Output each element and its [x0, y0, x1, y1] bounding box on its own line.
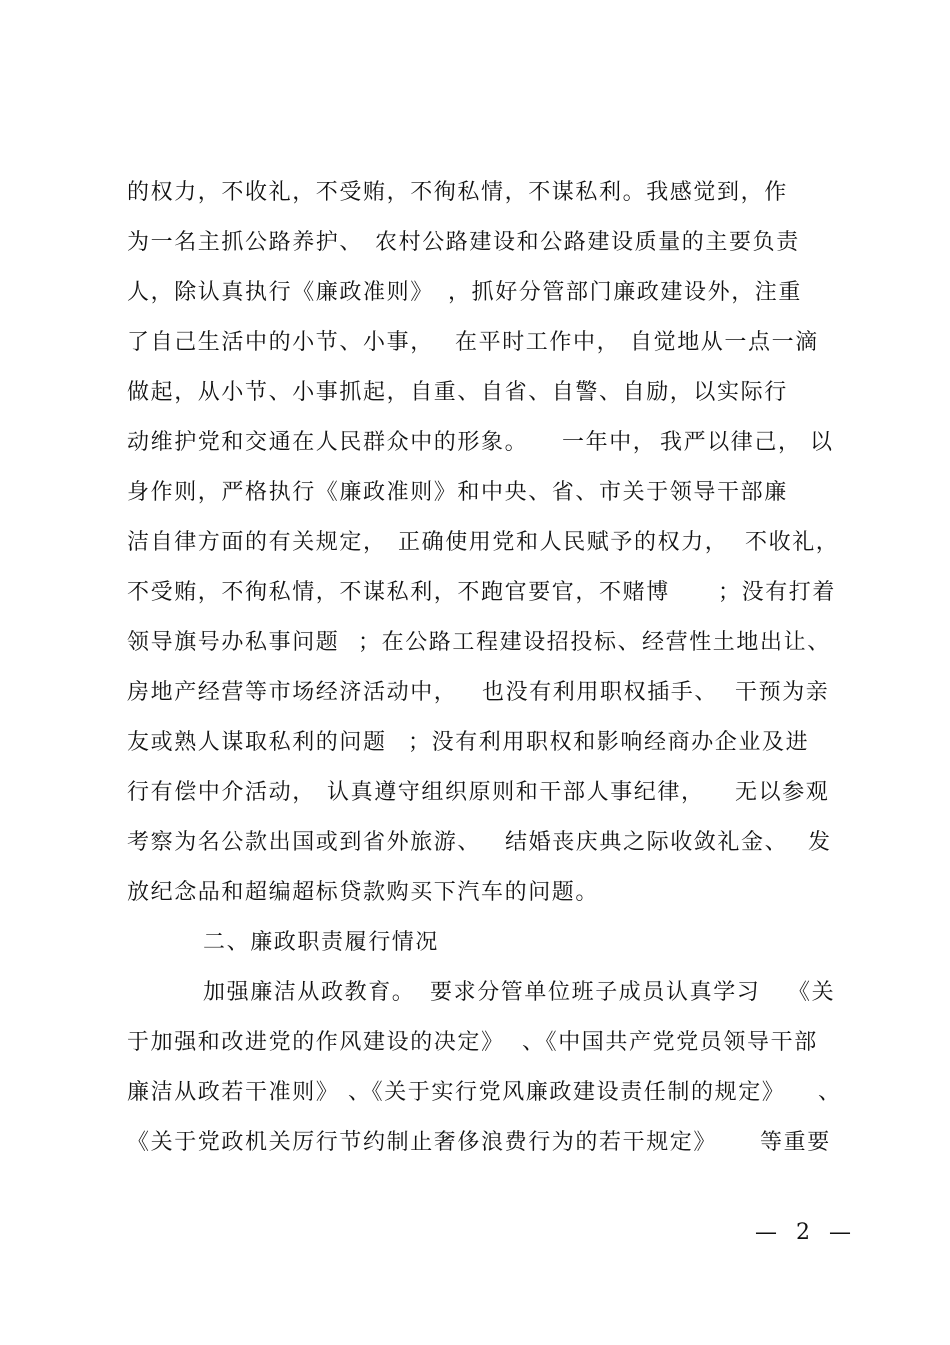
text-segment: 经营性土地出让、: [642, 630, 831, 655]
text-line: [0, 578, 950, 608]
text-line: [0, 978, 950, 1008]
text-segment: ，抓好分管部门廉政建设外，注重: [448, 280, 803, 305]
text-segment: 动维护党和交通在人民群众中的形象。: [127, 430, 529, 455]
text-segment: 行有偿中介活动，: [127, 780, 316, 805]
text-line: [0, 228, 950, 258]
text-segment: 认真遵守组织原则和干部人事纪律，: [327, 780, 705, 805]
text-segment: 干预为亲: [735, 680, 830, 705]
text-segment: 放纪念品和超编超标贷款购买下汽车的问题。: [127, 880, 600, 905]
text-segment: 友或熟人谋取私利的问题: [127, 730, 387, 755]
text-segment: 的权力，不收礼，不受贿，不徇私情，不谋私利。我感觉到，作: [127, 180, 788, 205]
text-segment: ；没有利用职权和影响经商办企业及进: [408, 730, 810, 755]
text-segment: 了自己生活中的小节、小事，: [127, 330, 434, 355]
text-segment: 以: [810, 430, 834, 455]
text-line: [0, 1128, 950, 1158]
text-segment: 做起，从小节、小事抓起，自重、自省、自警、自励，以实际行: [127, 380, 788, 405]
section-heading: [0, 928, 950, 958]
text-line: [0, 1078, 950, 1108]
text-segment: 、《关于实行党风廉政建设责任制的规定》: [348, 1080, 786, 1105]
page-number: — 2 —: [755, 1220, 857, 1245]
text-segment: 考察为名公款出国或到省外旅游、: [127, 830, 482, 855]
text-segment: 发: [808, 830, 832, 855]
text-line: [0, 878, 950, 908]
text-line: [0, 778, 950, 808]
text-line: [0, 828, 950, 858]
text-segment: 我严以律己，: [660, 430, 802, 455]
text-segment: 领导旗号办私事问题: [127, 630, 340, 655]
text-segment: 也没有利用职权插手、: [482, 680, 719, 705]
text-line: [0, 628, 950, 658]
text-segment: 一年中，: [562, 430, 657, 455]
text-segment: 自觉地从一点一滴: [630, 330, 819, 355]
text-segment: ；没有打着: [718, 580, 837, 605]
text-segment: 等重要: [760, 1130, 831, 1155]
text-segment: 廉洁从政若干准则》: [127, 1080, 340, 1105]
text-segment: 无以参观: [735, 780, 830, 805]
text-segment: 不收礼，: [745, 530, 840, 555]
text-segment: 《关: [788, 980, 836, 1005]
section-heading-text: 二、廉政职责履行情况: [203, 930, 440, 955]
text-line: [0, 378, 950, 408]
text-line: [0, 528, 950, 558]
text-line: [0, 328, 950, 358]
text-line: [0, 728, 950, 758]
text-segment: 于加强和改进党的作风建设的决定》: [127, 1030, 505, 1055]
text-segment: 《关于党政机关厉行节约制止奢侈浪费行为的若干规定》: [127, 1130, 718, 1155]
text-segment: 农村公路建设和公路建设质量的主要负责: [375, 230, 800, 255]
text-segment: 为一名主抓公路养护、: [127, 230, 364, 255]
text-segment: 身作则，严格执行《廉政准则》和中央、省、市关于领导干部廉: [127, 480, 788, 505]
text-segment: 房地产经营等市场经济活动中，: [127, 680, 458, 705]
text-segment: 加强廉洁从政教育。: [203, 980, 416, 1005]
text-line: [0, 478, 950, 508]
text-segment: 正确使用党和人民赋予的权力，: [398, 530, 729, 555]
text-segment: 人，除认真执行《廉政准则》: [127, 280, 434, 305]
text-segment: 不受贿，不徇私情，不谋私利，不跑官要官，不赌博: [127, 580, 670, 605]
text-segment: 结婚丧庆典之际收敛礼金、: [505, 830, 789, 855]
text-segment: 、: [818, 1080, 842, 1105]
text-line: [0, 678, 950, 708]
text-line: [0, 428, 950, 458]
text-segment: 在平时工作中，: [455, 330, 621, 355]
text-line: [0, 1028, 950, 1058]
text-segment: 要求分管单位班子成员认真学习: [430, 980, 761, 1005]
text-segment: 洁自律方面的有关规定，: [127, 530, 387, 555]
text-line: [0, 178, 950, 208]
text-segment: 、《中国共产党党员领导干部: [522, 1030, 818, 1055]
text-line: [0, 278, 950, 308]
text-segment: ；在公路工程建设招投标、: [358, 630, 642, 655]
